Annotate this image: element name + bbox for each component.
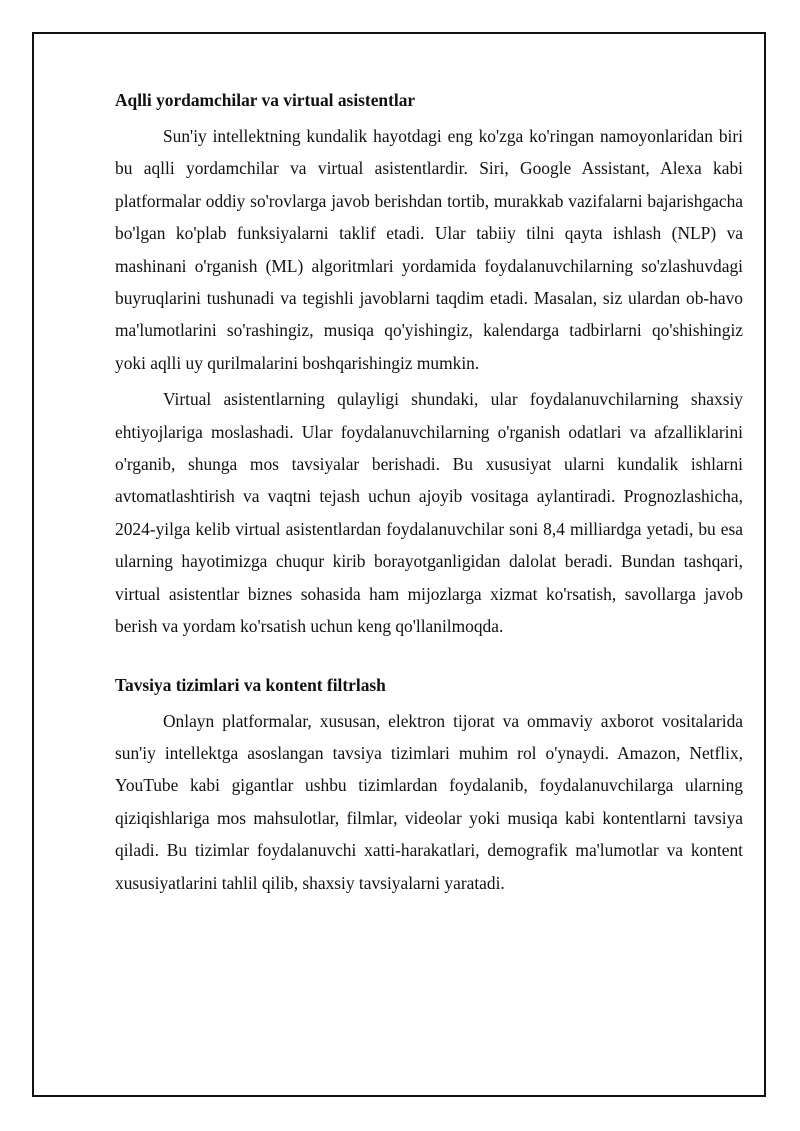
body-paragraph: Virtual asistentlarning qulayligi shundaki, ular foydalanuvchilarning shaxsiy ehtiyojlariga moslashadi. Ular foydalanuvchilarning o'rganish odatlari va afzalliklarini o'rganib, shunga mos tavsiyalar berishadi. Bu xususiyat ularni kundalik ishlarni avtomatlashtirish va vaqtni tejash uchun ajoyib vositaga aylantiradi. Prognozlashicha, 2024-yilga kelib virtual asistentlardan foydalanuvchilar soni 8,4 milliardga yetadi, bu esa ularning hayotimizga chuqur kirib borayotganligidan dalolat beradi. Bundan tashqari, virtual asistentlar biznes sohasida ham mijozlarga xizmat ko'rsatish, savollarga javob berish va yordam ko'rsatish uchun keng qo'llanilmoqda.: [115, 389, 743, 637]
document-body: [115, 84, 743, 903]
body-paragraph: Onlayn platformalar, xususan, elektron tijorat va ommaviy axborot vositalarida sun'iy intellektga asoslangan tavsiya tizimlari muhim rol o'ynaydi. Amazon, Netflix, YouTube kabi gigantlar ushbu tizimlardan foydalanib, foydalanuvchilarga ularning qiziqishlariga mos mahsulotlar, filmlar, videolar yoki musiqa kabi kontentlarni tavsiya qiladi. Bu tizimlar foydalanuvchi xatti-harakatlari, demografik ma'lumotlar va kontent xususiyatlarini tahlil qilib, shaxsiy tavsiyalarni yaratadi.: [115, 710, 743, 893]
body-paragraph: Sun'iy intellektning kundalik hayotdagi eng ko'zga ko'ringan namoyonlaridan biri bu aqlli yordamchilar va virtual asistentlardir. Siri, Google Assistant, Alexa kabi platformalar oddiy so'rovlarga javob berishdan tortib, murakkab vazifalarni bajarishgacha bo'lgan ko'plab funksiyalarni taklif etadi. Ular tabiiy tilni qayta ishlash (NLP) va mashinani o'rganish (ML) algoritmlari yordamida foydalanuvchilarning so'zlashuvdagi buyruqlarini tushunadi va tegishli javoblarni taqdim etadi. Masalan, siz ulardan ob-havo ma'lumotlarini so'rashingiz, musiqa qo'yishingiz, kalendarga tadbirlarni qo'shishingiz yoki aqlli uy qurilmalarini boshqarishingiz mumkin.: [115, 126, 743, 373]
section-heading: Tavsiya tizimlari va kontent filtrlash: [115, 674, 386, 695]
section-heading: Aqlli yordamchilar va virtual asistentlar: [115, 90, 416, 110]
